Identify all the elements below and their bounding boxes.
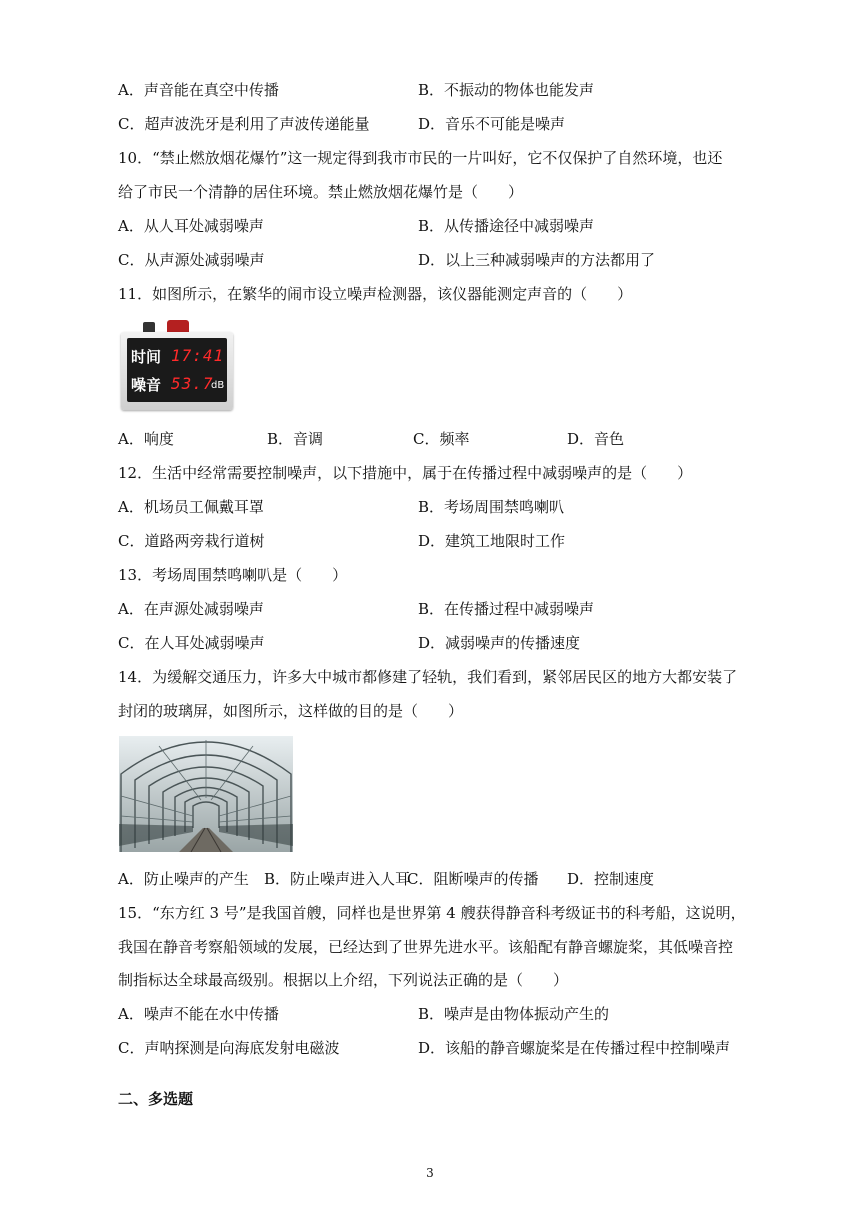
question-14-stem-line-2: 封闭的玻璃屏，如图所示，这样做的目的是（ ） — [118, 702, 464, 720]
question-11-stem: 11．如图所示，在繁华的闹市设立噪声检测器，该仪器能测定声音的（ ） — [118, 285, 633, 303]
section-title: 二、多选题 — [118, 1090, 194, 1108]
question-15-stem-line-3: 制指标达全球最高级别。根据以上介绍，下列说法正确的是（ ） — [118, 971, 569, 989]
option-q14-b: B．防止噪声进入人耳 — [264, 870, 411, 888]
option-q9-c: C．超声波洗牙是利用了声波传递能量 — [118, 115, 370, 133]
option-q15-c: C．声呐探测是向海底发射电磁波 — [118, 1039, 340, 1057]
option-q11-d: D．音色 — [567, 430, 625, 448]
option-q12-a: A．机场员工佩戴耳罩 — [118, 498, 264, 516]
option-q12-c: C．道路两旁栽行道树 — [118, 532, 265, 550]
option-q15-d: D．该船的静音螺旋桨是在传播过程中控制噪声 — [418, 1039, 731, 1057]
option-q12-b: B．考场周围禁鸣喇叭 — [418, 498, 565, 516]
meter-display — [127, 338, 227, 402]
option-q15-b: B．噪声是由物体振动产生的 — [418, 1005, 610, 1023]
option-q14-a: A．防止噪声的产生 — [118, 870, 249, 888]
option-q9-d: D．音乐不可能是噪声 — [418, 115, 566, 133]
question-10-stem-line-2: 给了市民一个清静的居住环境。禁止燃放烟花爆竹是（ ） — [118, 183, 524, 201]
option-q13-a: A．在声源处减弱噪声 — [118, 600, 264, 618]
page-number: 3 — [426, 1166, 434, 1180]
option-q10-c: C．从声源处减弱噪声 — [118, 251, 265, 269]
option-q11-b: B．音调 — [267, 430, 324, 448]
question-12-stem: 12．生活中经常需要控制噪声，以下措施中，属于在传播过程中减弱噪声的是（ ） — [118, 464, 693, 482]
meter-noise-label: 噪音 — [131, 376, 162, 394]
noise-meter-image — [121, 320, 233, 412]
option-q10-a: A．从人耳处减弱噪声 — [118, 217, 264, 235]
meter-unit: dB — [211, 380, 225, 391]
meter-noise-value: 53.7 — [171, 374, 214, 393]
option-q14-d: D．控制速度 — [567, 870, 655, 888]
meter-time-label: 时间 — [131, 348, 162, 366]
light-rail-tunnel-image — [119, 736, 293, 852]
meter-lamp-icon — [167, 320, 189, 332]
option-q14-c: C．阻断噪声的传播 — [407, 870, 539, 888]
option-q12-d: D．建筑工地限时工作 — [418, 532, 566, 550]
question-10-stem-line-1: 10．“禁止燃放烟花爆竹”这一规定得到我市市民的一片叫好，它不仅保护了自然环境，也还 — [118, 149, 723, 167]
option-q10-b: B．从传播途径中减弱噪声 — [418, 217, 595, 235]
option-q9-a: A．声音能在真空中传播 — [118, 81, 279, 99]
question-14-stem-line-1: 14．为缓解交通压力，许多大中城市都修建了轻轨，我们看到，紧邻居民区的地方大都安装了 — [118, 668, 738, 686]
question-13-stem: 13．考场周围禁鸣喇叭是（ ） — [118, 566, 348, 584]
question-15-stem-line-1: 15．“东方红 3 号”是我国首艘，同样也是世界第 4 艘获得静音科考级证书的科考船，这说明， — [118, 904, 746, 922]
option-q10-d: D．以上三种减弱噪声的方法都用了 — [418, 251, 656, 269]
glass-tunnel-illustration — [119, 736, 293, 852]
option-q9-b: B．不振动的物体也能发声 — [418, 81, 595, 99]
option-q11-a: A．响度 — [118, 430, 174, 448]
option-q13-b: B．在传播过程中减弱噪声 — [418, 600, 595, 618]
question-15-stem-line-2: 我国在静音考察船领域的发展，已经达到了世界先进水平。该船配有静音螺旋桨，其低噪音控 — [118, 938, 734, 956]
option-q11-c: C．频率 — [413, 430, 470, 448]
option-q15-a: A．噪声不能在水中传播 — [118, 1005, 279, 1023]
meter-body — [121, 332, 233, 410]
meter-time-value: 17:41 — [171, 346, 225, 365]
option-q13-d: D．减弱噪声的传播速度 — [418, 634, 581, 652]
option-q13-c: C．在人耳处减弱噪声 — [118, 634, 265, 652]
